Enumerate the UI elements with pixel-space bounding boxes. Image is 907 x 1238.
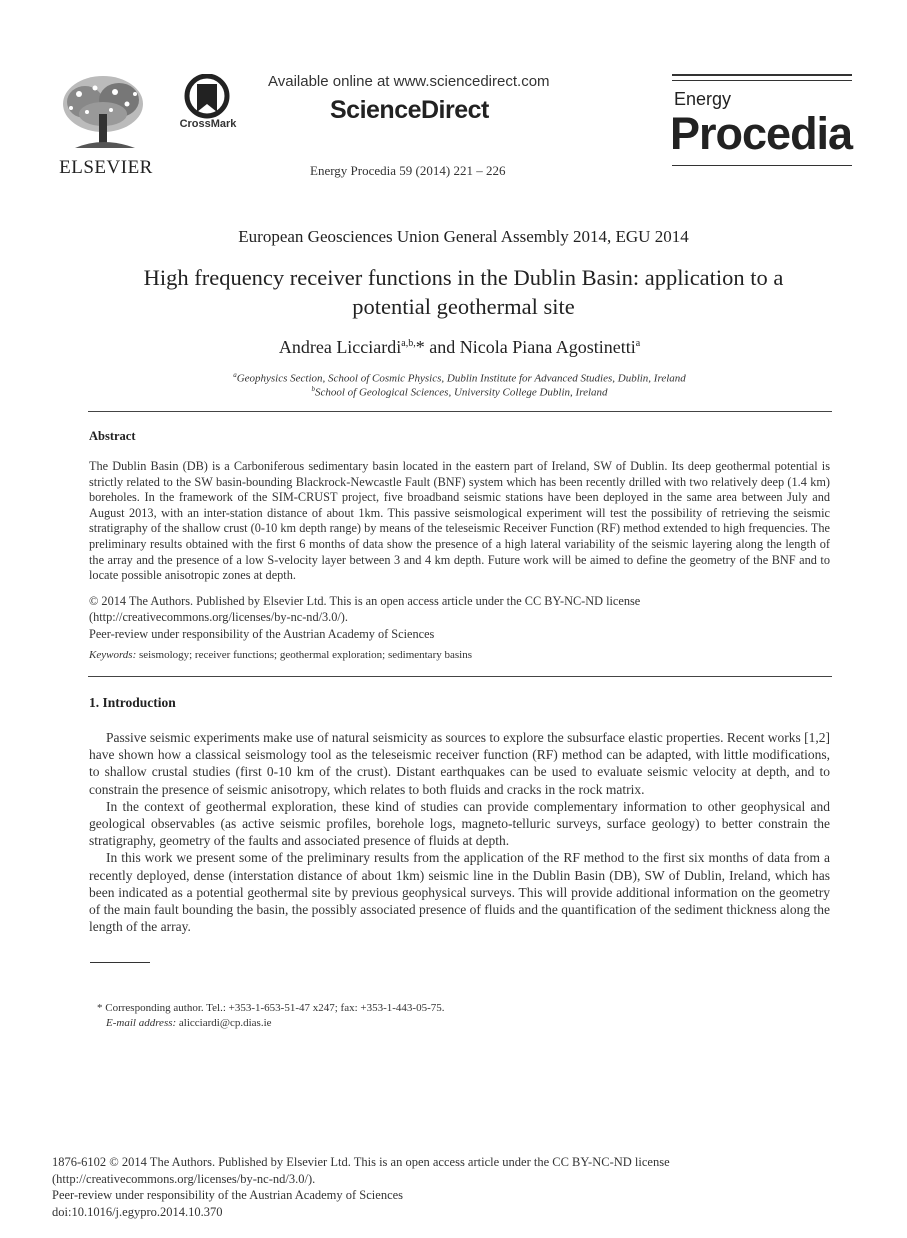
- corresponding-author-note: * Corresponding author. Tel.: +353-1-653-51-47 x247; fax: +353-1-443-05-75.: [97, 1002, 445, 1014]
- sciencedirect-logo[interactable]: ScienceDirect: [330, 96, 489, 124]
- footer-peer-review: Peer-review under responsibility of the Austrian Academy of Sciences: [52, 1188, 404, 1203]
- affil-marker: a: [233, 371, 237, 379]
- author-name: and Nicola Piana Agostinetti: [424, 337, 636, 357]
- page-footer: [52, 1154, 852, 1221]
- affiliation-b: [0, 385, 907, 399]
- affil-text: School of Geological Sciences, University College Dublin, Ireland: [314, 386, 608, 399]
- journal-name-sub: Energy: [674, 89, 732, 109]
- journal-name-main: Procedia: [670, 108, 853, 159]
- journal-rule: [672, 74, 852, 76]
- email-line: [106, 1017, 272, 1029]
- divider: [88, 411, 832, 412]
- author-name: Andrea Licciardi: [278, 337, 402, 357]
- crossmark-label: CrossMark: [179, 118, 237, 130]
- email-address[interactable]: alicciardi@cp.dias.ie: [176, 1017, 272, 1029]
- publisher-name: ELSEVIER: [59, 157, 153, 178]
- footer-copyright: 1876-6102 © 2014 The Authors. Published by Elsevier Ltd. This is an open access article under the CC BY-NC-ND license: [52, 1155, 670, 1169]
- keywords-text: seismology; receiver functions; geothermal exploration; sedimentary basins: [136, 649, 472, 661]
- license-link[interactable]: (http://creativecommons.org/licenses/by-nc-nd/3.0/).: [89, 610, 348, 624]
- title-line: potential geothermal site: [352, 294, 575, 319]
- author-affil-marker: a: [635, 338, 641, 349]
- journal-citation: Energy Procedia 59 (2014) 221 – 226: [310, 163, 506, 178]
- footnote-rule: [90, 962, 150, 963]
- peer-review-line: Peer-review under responsibility of the Austrian Academy of Sciences: [89, 627, 435, 641]
- author-list: [0, 337, 907, 358]
- affil-text: Geophysics Section, School of Cosmic Physics, Dublin Institute for Advanced Studies, Dublin, Ireland: [236, 372, 686, 385]
- introduction-body: [89, 729, 830, 935]
- corresponding-marker: *: [415, 337, 425, 357]
- divider: [88, 676, 832, 677]
- paragraph: In this work we present some of the preliminary results from the application of the RF method to the first six months of data from a recently deployed, dense (interstation distance of about 1km) seismic line in the Dublin Basin (DB), SW of Dublin, Ireland, which has been indicated as a potential geothermal site by previous geophysical surveys. This will provide additional information on the geometry of the main fault bounding the basin, the possibly associated presence of fluids and the quantification of the sediment thickness along the length of the array.: [89, 850, 830, 935]
- available-online-text[interactable]: Available online at www.sciencedirect.com: [268, 73, 550, 90]
- paper-title: [100, 263, 827, 321]
- email-label: E-mail address:: [106, 1017, 177, 1029]
- affiliation-a: [0, 371, 907, 385]
- copyright-line: © 2014 The Authors. Published by Elsevier Ltd. This is an open access article under the CC BY-NC-ND license: [89, 594, 641, 608]
- affil-marker: b: [311, 385, 315, 393]
- abstract-body: The Dublin Basin (DB) is a Carboniferous sedimentary basin located in the eastern part of Ireland, SW of Dublin. Its deep geothermal potential is strictly related to the SW basin-bounding Blackrock-Newcastle Fault (BNF) system which has been recently drilled with two relatively deep (1.4 km) boreholes. In the framework of the SIM-CRUST project, five broadband seismic stations have been deployed in the same area between July and August 2013, with an inter-station distance of about 1km. This passive seismological experiment will test the possibility of retrieving the seismic stratigraphy of the shallow crust (0-10 km depth range) by means of the teleseismic Receiver Function (RF) method extended to high frequencies. The preliminary results obtained with the first 6 months of data show the presence of a high lateral variability of the seismic layering along the length of the array and the presence of a low S-velocity layer between 3 and 4 km depth. Future work will be aimed to define the geometry of the BNF and to locate possible anisotropic zones at depth.: [89, 459, 830, 583]
- section-heading-introduction: 1. Introduction: [89, 695, 176, 710]
- title-line: High frequency receiver functions in the Dublin Basin: application to a: [143, 265, 784, 290]
- keywords-label: Keywords:: [89, 649, 137, 661]
- footer-license-link[interactable]: (http://creativecommons.org/licenses/by-nc-nd/3.0/).: [52, 1171, 316, 1186]
- paragraph: Passive seismic experiments make use of natural seismicity as sources to explore the subsurface elastic properties. Recent works [1,2] have shown how a classical seismology tool as the teleseismic receiver function (RF) method can be adapted, with little modifications, to shallow crustal studies (first 0-10 km of the crust). Distant earthquakes can be used to evaluate seismic velocity at depth, and to constrain the presence of seismic anisotropy, which relates to both fluids and cracks in the rock matrix.: [89, 730, 830, 797]
- keywords-line: [89, 649, 472, 661]
- abstract-heading: Abstract: [89, 429, 136, 443]
- journal-rule: [672, 165, 852, 166]
- author-affil-marker: a,b,: [401, 338, 416, 349]
- paragraph: In the context of geothermal exploration, these kind of studies can provide complementary information to other geophysical and geological observables (as active seismic profiles, borehole logs, magneto-telluric surveys, surface geology) to better constrain the stratigraphy, geometry of the faults and associated presence of fluids at depth.: [89, 798, 830, 849]
- conference-name: European Geosciences Union General Assembly 2014, EGU 2014: [238, 227, 689, 246]
- journal-rule: [672, 80, 852, 81]
- footer-doi[interactable]: doi:10.1016/j.egypro.2014.10.370: [52, 1205, 223, 1220]
